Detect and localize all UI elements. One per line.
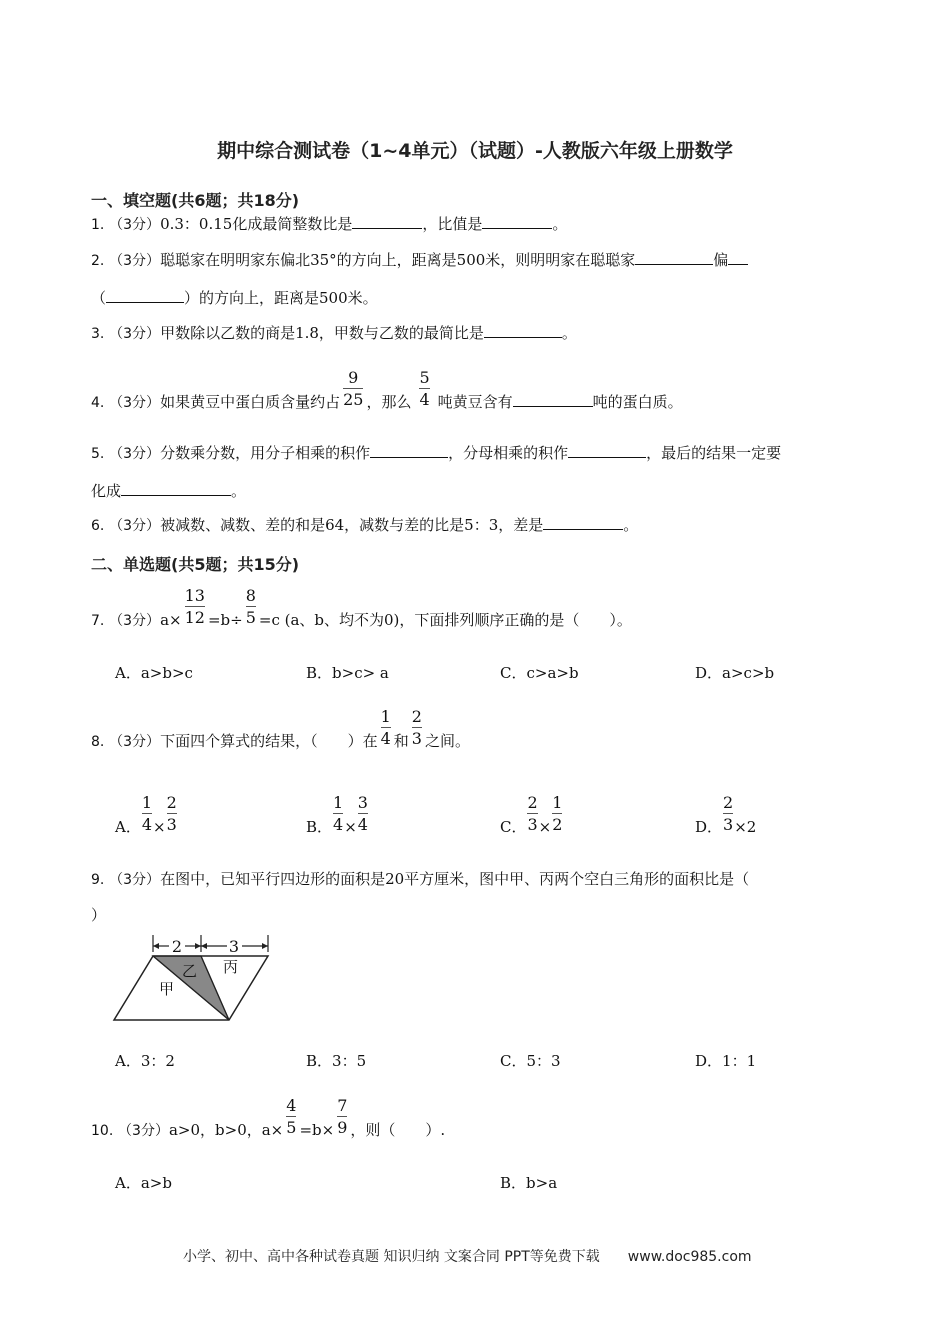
question-score: （3分） (109, 518, 161, 534)
q9-option-d[interactable]: D．1：1 (695, 1052, 757, 1070)
question-text: =b× (299, 1121, 335, 1139)
question-score: （3分） (109, 253, 161, 269)
question-7 (91, 586, 632, 641)
question-text: =b÷ (207, 611, 243, 629)
question-text: 。 (552, 215, 568, 233)
label-jia: 甲 (159, 980, 175, 998)
q10-option-a[interactable]: A．a>b (115, 1174, 172, 1192)
q9-option-a[interactable]: A．3：2 (115, 1052, 175, 1070)
question-score: （3分） (109, 734, 161, 750)
question-text: 和 (393, 732, 409, 750)
question-text: ，最后的结果一定要 (646, 444, 782, 462)
question-text: ，则（ ）. (350, 1121, 446, 1139)
question-text: 之间。 (424, 732, 470, 750)
label-bing: 丙 (223, 958, 239, 976)
question-number: 4. (91, 395, 105, 411)
question-text: 。 (623, 516, 639, 534)
question-text: 甲数除以乙数的商是1.8，甲数与乙数的最简比是 (160, 324, 484, 342)
question-3 (91, 323, 577, 344)
question-text: ，分母相乘的积作 (448, 444, 569, 462)
q9-option-c[interactable]: C．5：3 (500, 1052, 561, 1070)
question-text: 分数乘分数，用分子相乘的积作 (160, 444, 371, 462)
answer-blank[interactable] (568, 443, 646, 458)
question-number: 2. (91, 253, 105, 269)
question-score: （3分） (109, 446, 161, 462)
question-text: 被减数、减数、差的和是64，减数与差的比是5：3，差是 (160, 516, 544, 534)
q7-option-c[interactable]: C．c>a>b (500, 664, 579, 682)
question-text: =c (a、b、均不为0)，下面排列顺序正确的是（ ）。 (258, 611, 632, 629)
answer-blank[interactable] (482, 214, 552, 229)
question-8 (91, 707, 470, 762)
dimension-label: 3 (228, 937, 240, 956)
question-score: （3分） (109, 217, 161, 233)
question-text: 0.3：0.15化成最简整数比是 (160, 215, 353, 233)
question-5 (91, 443, 781, 464)
question-number: 6. (91, 518, 105, 534)
footer-text: 小学、初中、高中各种试卷真题 知识归纳 文案合同 PPT等免费下载 (183, 1249, 600, 1265)
q8-option-b[interactable]: B． $\frac{1}{4}$ × $\frac{3}{4}$ (306, 793, 368, 836)
question-number: 1. (91, 217, 105, 233)
answer-blank[interactable] (106, 288, 184, 303)
page-title: 期中综合测试卷（1~4单元）（试题）-人教版六年级上册数学 (217, 140, 733, 162)
q7-option-a[interactable]: A．a>b>c (115, 664, 193, 682)
question-score: （3分） (109, 872, 161, 888)
answer-blank[interactable] (121, 481, 231, 496)
section-heading-single-choice: 二、单选题(共5题；共15分) (91, 555, 300, 574)
question-score: （3分） (118, 1123, 169, 1139)
q8-option-d[interactable]: D． $\frac{2}{3}$ ×2 (695, 793, 757, 836)
question-number: 7. (91, 613, 105, 629)
question-4 (91, 368, 683, 423)
q10-option-b[interactable]: B．b>a (500, 1174, 558, 1192)
answer-blank[interactable] (352, 214, 422, 229)
parallelogram-figure (110, 932, 275, 1024)
question-9 (91, 869, 749, 890)
question-number: 5. (91, 446, 105, 462)
fraction: $\frac{2}{3}$ (411, 707, 422, 748)
question-text: 偏 (713, 251, 729, 269)
question-text: （ (91, 289, 107, 307)
answer-blank[interactable] (543, 515, 623, 530)
question-text: 下面四个算式的结果，（ ）在 (160, 732, 378, 750)
q7-option-d[interactable]: D．a>c>b (695, 664, 775, 682)
question-9-cont: ） (91, 906, 107, 924)
answer-blank[interactable] (728, 250, 748, 265)
question-text: 。 (231, 482, 247, 500)
fraction: $\frac{7}{9}$ (337, 1096, 348, 1137)
fraction: $\frac{5}{4}$ (419, 368, 430, 409)
question-text: ）的方向上，距离是500米。 (184, 289, 378, 307)
q9-option-b[interactable]: B．3：5 (306, 1052, 367, 1070)
page-footer (183, 1246, 752, 1266)
question-text: 在图中，已知平行四边形的面积是20平方厘米，图中甲、丙两个空白三角形的面积比是（ (160, 870, 750, 888)
question-text: ，那么 (366, 393, 412, 411)
label-yi: 乙 (182, 962, 198, 980)
question-5-cont (91, 481, 246, 501)
fraction: $\frac{4}{5}$ (286, 1096, 297, 1137)
answer-blank[interactable] (370, 443, 448, 458)
question-text: 吨的蛋白质。 (592, 393, 683, 411)
question-number: 9. (91, 872, 105, 888)
answer-blank[interactable] (635, 250, 713, 265)
question-number: 8. (91, 734, 105, 750)
fraction: $\frac{8}{5}$ (245, 586, 256, 627)
fraction: $\frac{1}{4}$ (380, 707, 391, 748)
question-number: 3. (91, 326, 105, 342)
q8-option-a[interactable]: A． $\frac{1}{4}$ × $\frac{2}{3}$ (115, 793, 177, 836)
question-10 (91, 1096, 446, 1151)
question-text: ，比值是 (422, 215, 483, 233)
section-heading-fill-blank: 一、填空题(共6题；共18分) (91, 191, 300, 210)
question-text: a× (160, 611, 182, 629)
question-text: 聪聪家在明明家东偏北35°的方向上，距离是500米，则明明家在聪聪家 (160, 251, 636, 269)
question-number: 10. (91, 1123, 114, 1139)
question-text: 化成 (91, 482, 122, 500)
answer-blank[interactable] (513, 392, 593, 407)
q7-option-b[interactable]: B．b>c> a (306, 664, 389, 682)
question-2-cont (91, 288, 378, 308)
question-6 (91, 515, 638, 536)
question-2 (91, 250, 748, 271)
question-score: （3分） (109, 395, 161, 411)
fraction: $\frac{13}{12}$ (184, 586, 205, 627)
question-1 (91, 214, 567, 235)
question-score: （3分） (109, 326, 161, 342)
question-text: a>0，b>0，a× (168, 1121, 284, 1139)
answer-blank[interactable] (484, 323, 562, 338)
question-text: 吨黄豆含有 (437, 393, 513, 411)
question-text: 如果黄豆中蛋白质含量约占 (160, 393, 341, 411)
footer-link[interactable]: www.doc985.com (627, 1249, 752, 1265)
fraction: $\frac{9}{25}$ (343, 368, 364, 409)
dimension-label: 2 (171, 937, 183, 956)
question-score: （3分） (109, 613, 161, 629)
question-text: 。 (561, 324, 577, 342)
q8-option-c[interactable]: C． $\frac{2}{3}$ × $\frac{1}{2}$ (500, 793, 563, 836)
